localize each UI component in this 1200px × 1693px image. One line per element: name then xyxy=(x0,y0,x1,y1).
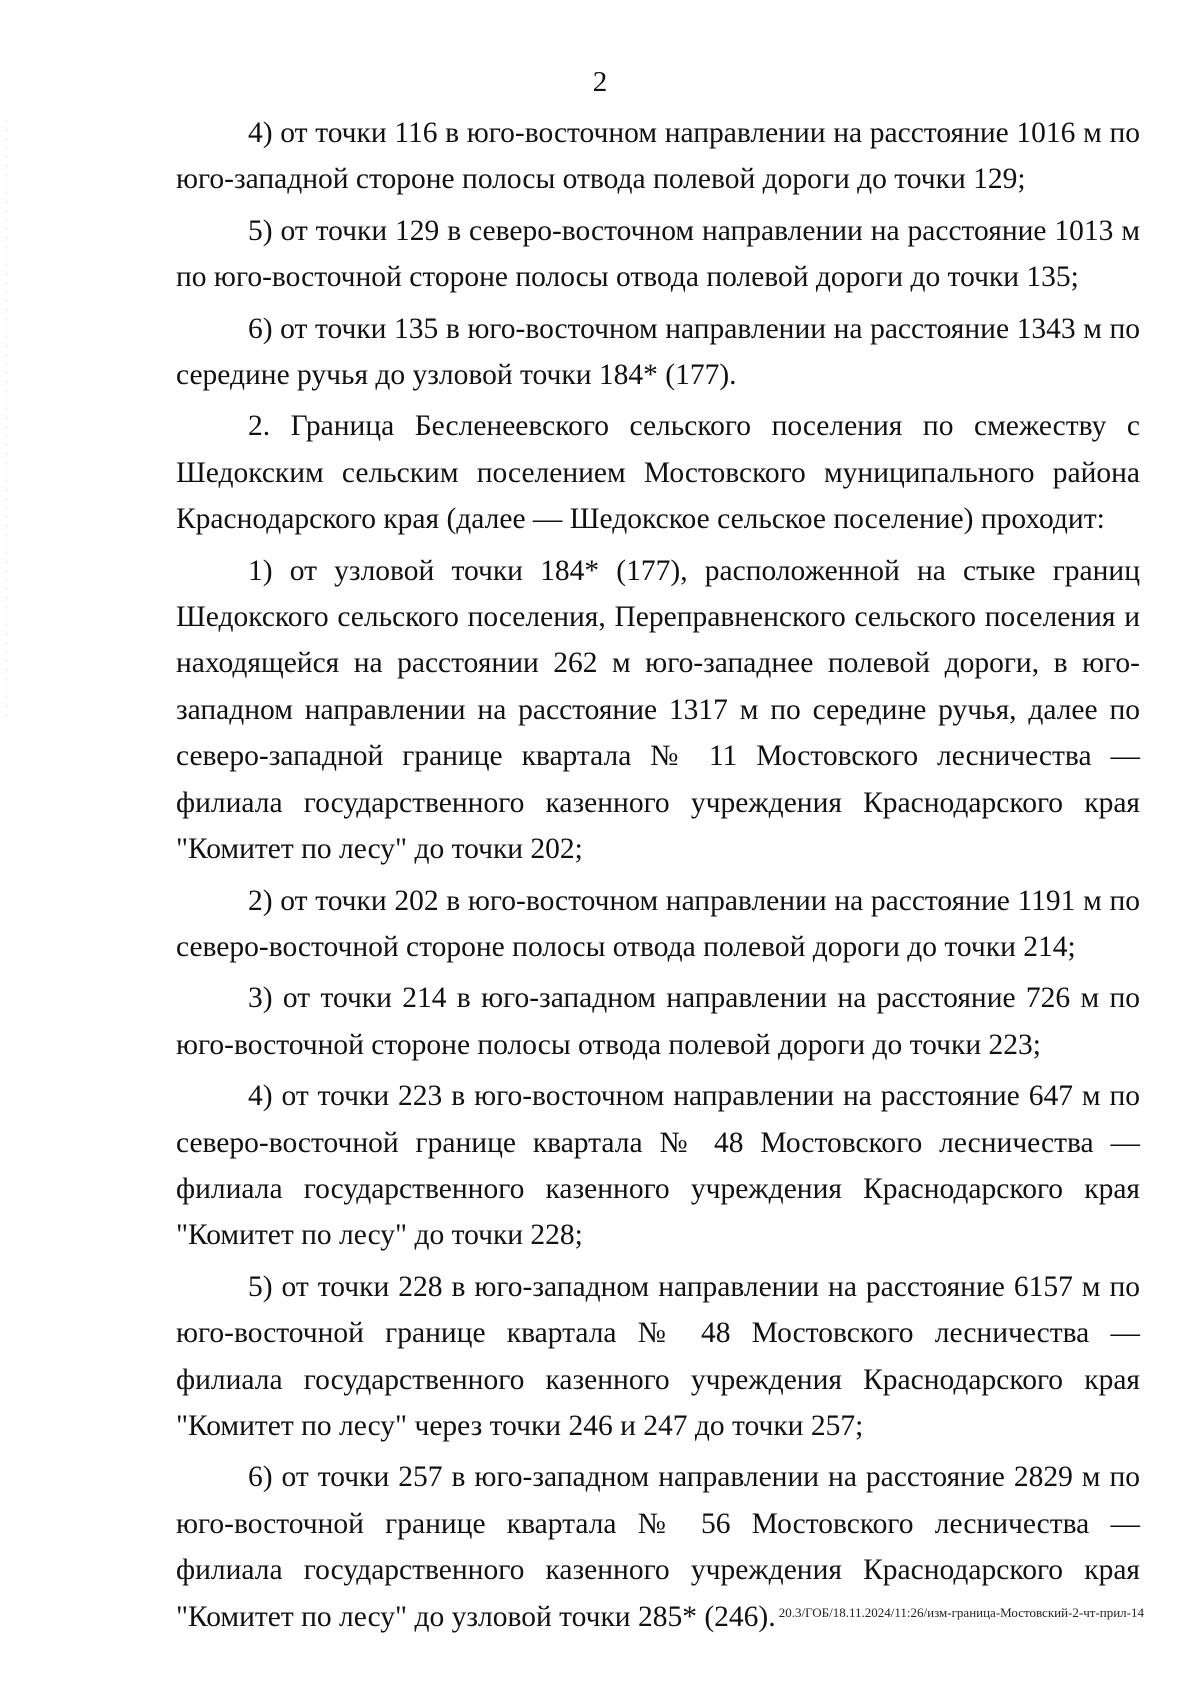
paragraph-1-5: 5) от точки 129 в северо-восточном направлении на расстояние 1013 м по юго-восточной стороне полосы отвода полевой дороги до точки 135; xyxy=(176,214,1140,294)
paragraph-2-1: 1) от узловой точки 184* (177), расположенной на стыке границ Шедокского сельского поселения, Переправненского сельского поселения и находящейся на расстоянии 262 м юго-западнее полевой дороги, в юго-западном направлении на расстояние 1317 м по середине ручья, далее по северо-западной границе квартала № 11 Мостовского лесничества — филиала государственного казенного учреждения Краснодарского края "Комитет по лесу" до точки 202; xyxy=(176,554,1140,866)
scan-edge-marks xyxy=(6,120,7,720)
document-body xyxy=(176,110,1140,1645)
page-number: 2 xyxy=(592,66,608,98)
paragraph-2-3: 3) от точки 214 в юго-западном направлении на расстояние 726 м по юго-восточной стороне полосы отвода полевой дороги до точки 223; xyxy=(176,982,1140,1061)
section-2-heading-paragraph: 2. Граница Бесленеевского сельского поселения по смежеству с Шедокским сельским поселением Мостовского муниципального района Краснодарского края (далее — Шедокское сельское поселение) проходит: xyxy=(176,410,1140,536)
paragraph-2-4: 4) от точки 223 в юго-восточном направлении на расстояние 647 м по северо-восточной границе квартала № 48 Мостовского лесничества — филиала государственного казенного учреждения Краснодарского края "Комитет по лесу" до точки 228; xyxy=(176,1080,1140,1252)
paragraph-2-2: 2) от точки 202 в юго-восточном направлении на расстояние 1191 м по северо-восточной стороне полосы отвода полевой дороги до точки 214; xyxy=(176,884,1140,963)
paragraph-1-4: 4) от точки 116 в юго-восточном направлении на расстояние 1016 м по юго-западной стороне полосы отвода полевой дороги до точки 129; xyxy=(176,117,1140,196)
paragraph-1-6: 6) от точки 135 в юго-восточном направлении на расстояние 1343 м по середине ручья до узловой точки 184* (177). xyxy=(176,312,1140,392)
footer-document-code: 20.3/ГОБ/18.11.2024/11:26/изм-граница-Мостовский-2-чт-прил-14 xyxy=(778,1605,1144,1620)
paragraph-2-6: 6) от точки 257 в юго-западном направлении на расстояние 2829 м по юго-восточной границе квартала № 56 Мостовского лесничества — филиала государственного казенного учреждения Краснодарского края "Комитет по лесу" до узловой точки 285* (246). xyxy=(176,1461,1140,1633)
paragraph-2-5: 5) от точки 228 в юго-западном направлении на расстояние 6157 м по юго-восточной границе квартала № 48 Мостовского лесничества — филиала государственного казенного учреждения Краснодарского края "Комитет по лесу" через точки 246 и 247 до точки 257; xyxy=(176,1270,1140,1442)
